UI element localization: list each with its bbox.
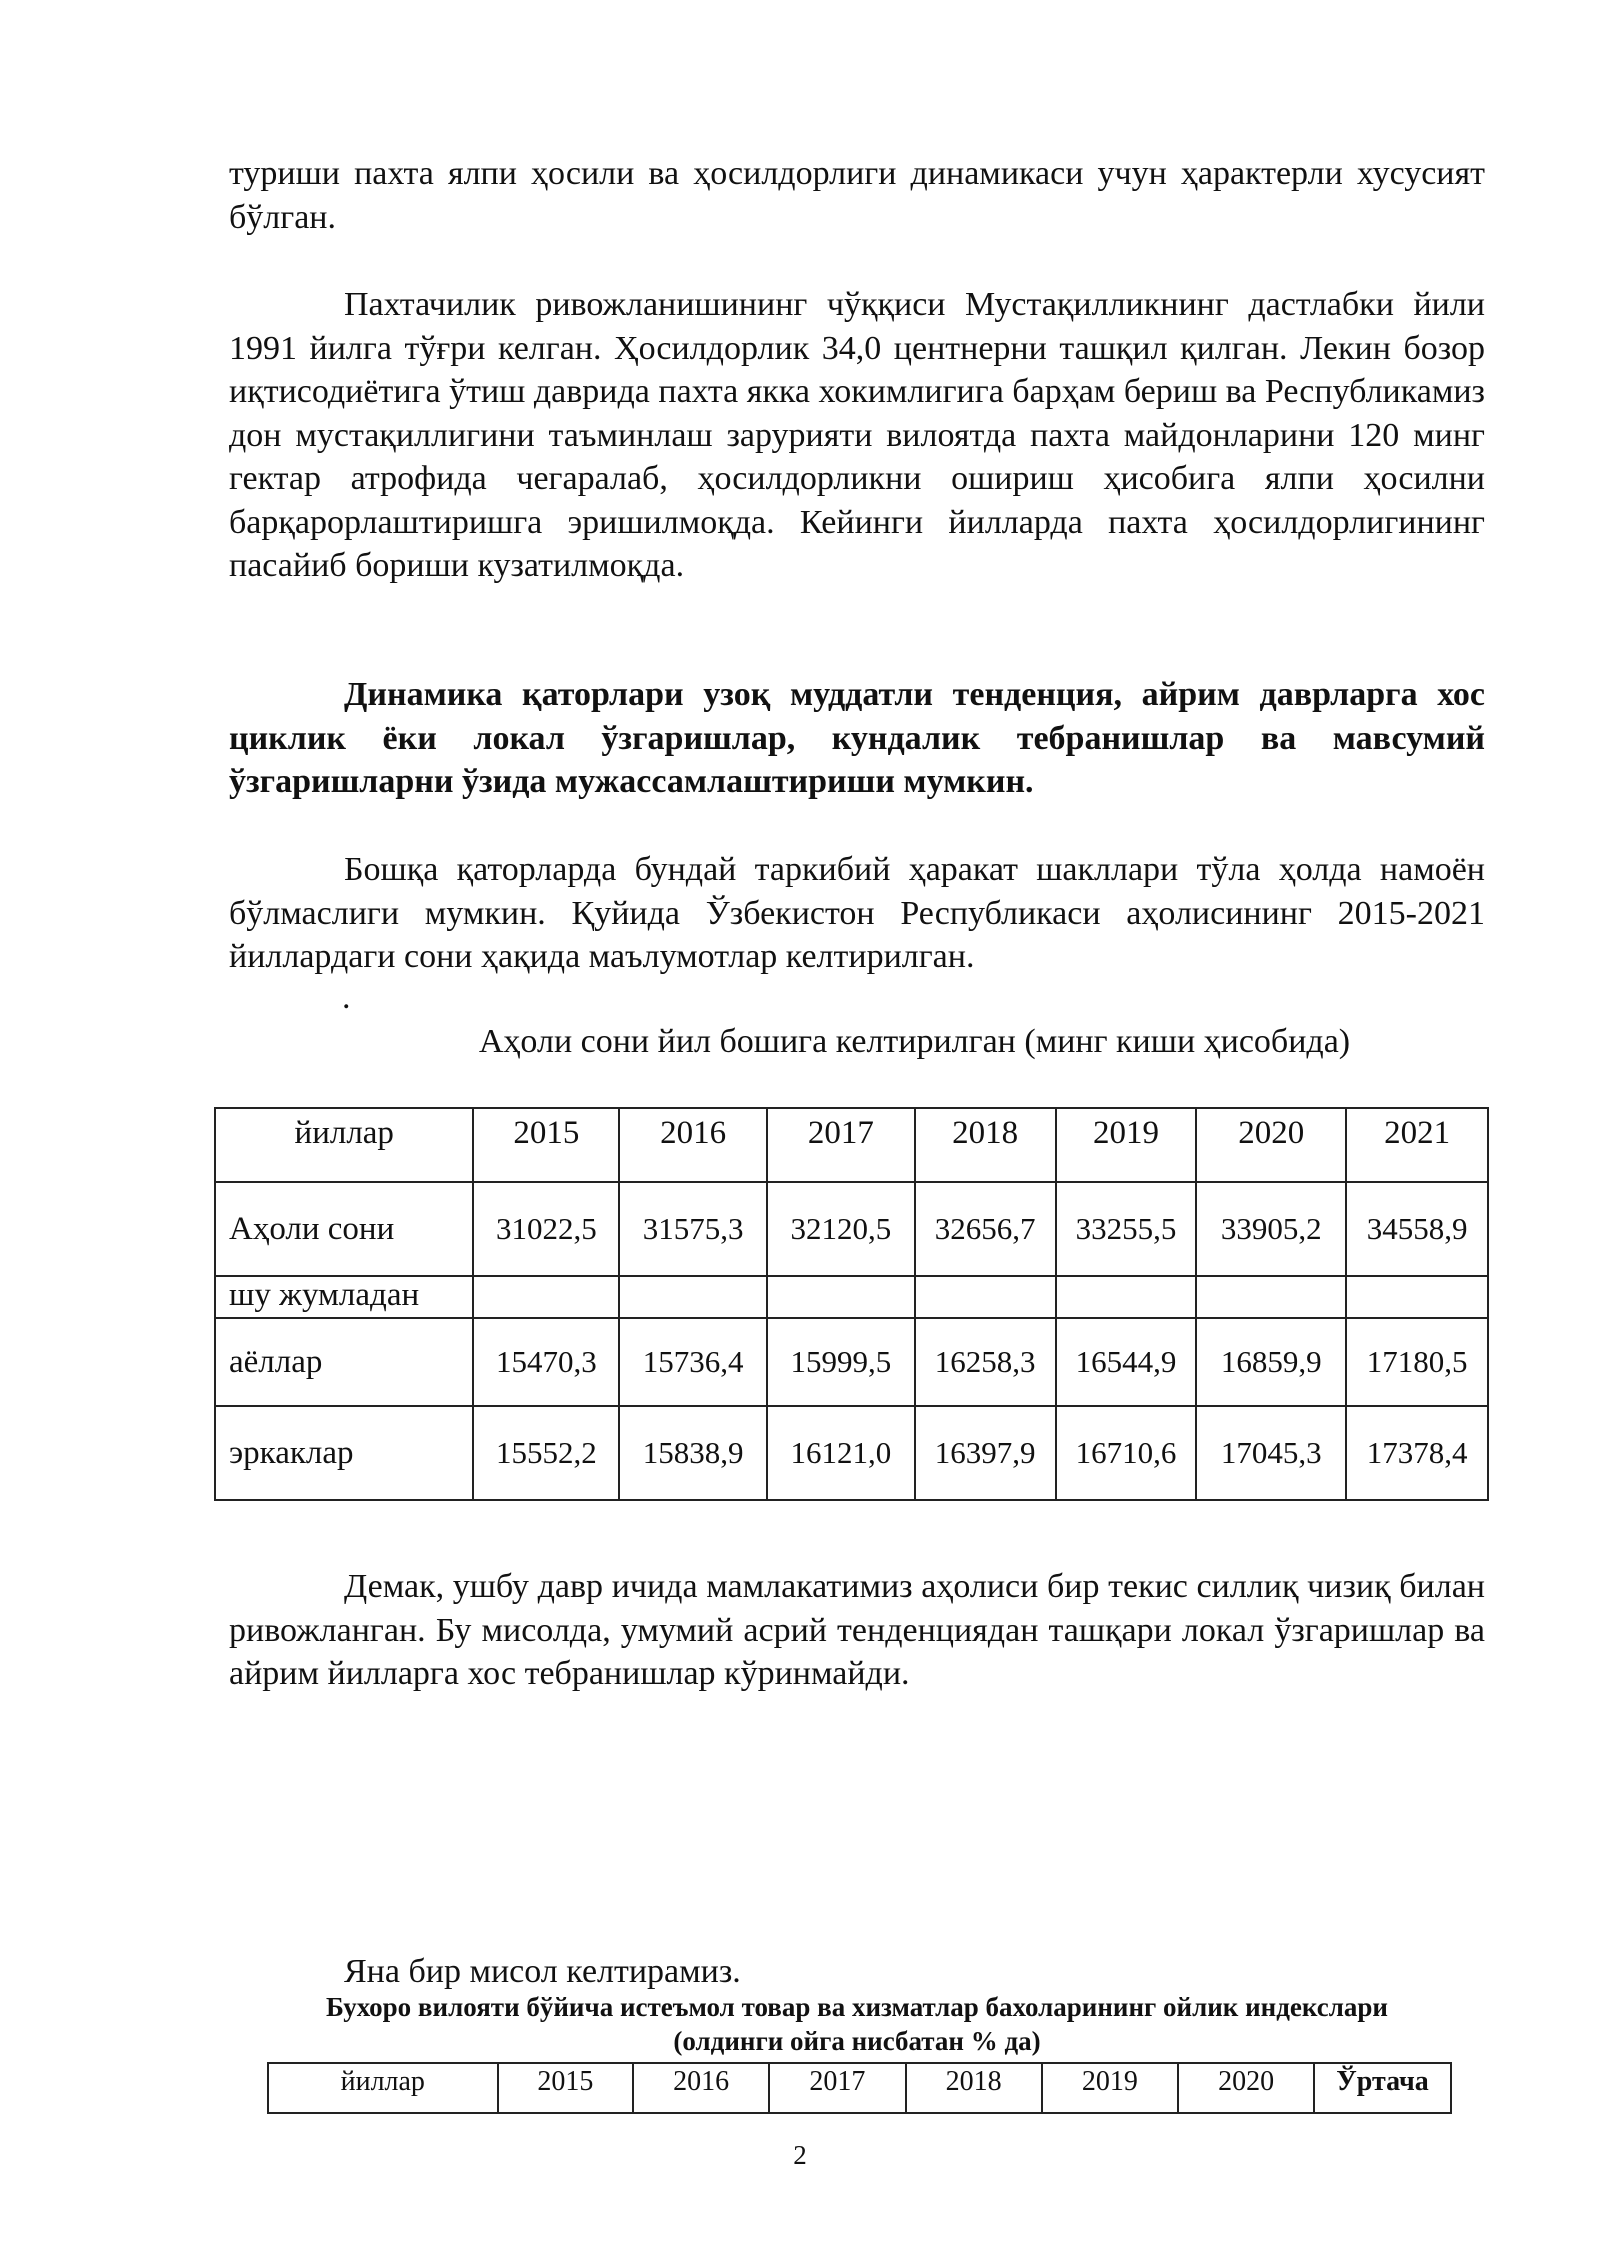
table1-year: 2018 [915,1108,1056,1182]
table-cell: 15552,2 [473,1406,619,1500]
table2-caption-line1: Бухоро вилояти бўйича истеъмол товар ва хизматлар бахоларининг ойлик индекслари [326,1992,1388,2022]
table2-caption [229,1990,1485,2058]
table-cell: 16710,6 [1056,1406,1197,1500]
table2-year: 2015 [498,2063,634,2113]
population-label: Аҳоли сони [215,1182,473,1276]
stray-dot: . [342,979,351,1016]
table-cell: 31575,3 [619,1182,767,1276]
paragraph-3-bold: Динамика қаторлари узоқ муддатли тенденция, айрим даврларга хос циклик ёки локал ўзгаришлар, кундалик тебранишлар ва мавсумий ўзгаришларни ўзида мужассамлаштириши мумкин. [229,676,1485,800]
table-cell: 32656,7 [915,1182,1056,1276]
table1-year: 2017 [767,1108,915,1182]
empty-cell [473,1276,619,1318]
table1-year: 2021 [1346,1108,1488,1182]
table2-year: 2017 [769,2063,906,2113]
table1-year: 2020 [1196,1108,1346,1182]
paragraph-1: туриши пахта ялпи ҳосили ва ҳосилдорлиги динамикаси учун ҳарактерли хусусият бўлган. [229,155,1485,236]
table2-caption-line2: (олдинги ойга нисбатан % да) [673,2026,1041,2056]
table-cell: 16258,3 [915,1318,1056,1406]
empty-cell [1056,1276,1197,1318]
table-cell: 34558,9 [1346,1182,1488,1276]
table2-year: 2018 [906,2063,1042,2113]
table-cell: 16397,9 [915,1406,1056,1500]
table-cell: 31022,5 [473,1182,619,1276]
table-cell: 16544,9 [1056,1318,1197,1406]
table1-caption: Аҳоли сони йил бошига келтирилган (минг киши ҳисобида) [478,1023,1351,1060]
table-cell: 33905,2 [1196,1182,1346,1276]
empty-cell [915,1276,1056,1318]
table-cell: 17180,5 [1346,1318,1488,1406]
table1-year: 2019 [1056,1108,1197,1182]
table-cell: 15999,5 [767,1318,915,1406]
table1-male-row [215,1406,1488,1500]
paragraph-6: Яна бир мисол келтирамиз. [344,1953,741,1990]
table1-subheader-row [215,1276,1488,1318]
table2-average-label: Ўртача [1314,2063,1451,2113]
table-cell: 16121,0 [767,1406,915,1500]
table-cell: 15736,4 [619,1318,767,1406]
population-table [214,1107,1489,1501]
paragraph-4: Бошқа қаторларда бундай таркибий ҳаракат шакллари тўла ҳолда намоён бўлмаслиги мумкин. Қуйида Ўзбекистон Республикаси аҳолисининг 2015-2021 йиллардаги сони ҳақида маълумотлар келтирилган. [229,851,1485,975]
table2-year: 2019 [1042,2063,1179,2113]
empty-cell [767,1276,915,1318]
table-cell: 33255,5 [1056,1182,1197,1276]
table1-year: 2015 [473,1108,619,1182]
table1-population-row [215,1182,1488,1276]
table2-header-label: йиллар [268,2063,498,2113]
table1-header-label: йиллар [215,1108,473,1182]
empty-cell [1196,1276,1346,1318]
paragraph-2: Пахтачилик ривожланишининг чўққиси Мустақилликнинг дастлабки йили 1991 йилга тўғри келган. Ҳосилдорлик 34,0 центнерни ташқил қилган. Лекин бозор иқтисодиётига ўтиш даврида пахта якка хокимлигига барҳам бериш ва Республикамиз дон мустақиллигини таъминлаш зарурияти вилоятда пахта майдонларини 120 минг гектар атрофида чегаралаб, ҳосилдорликни ошириш ҳисобига ялпи ҳосилни барқарорлаштиришга эришилмоқда. Кейинги йилларда пахта ҳосилдорлигининг пасайиб бориши кузатилмоқда. [229,286,1485,584]
female-label: аёллар [215,1318,473,1406]
table-cell: 15838,9 [619,1406,767,1500]
price-index-table [267,2062,1452,2114]
page-number: 2 [793,2140,807,2170]
subheader-label: шу жумладан [215,1276,473,1318]
table2-year: 2020 [1178,2063,1314,2113]
table1-female-row [215,1318,1488,1406]
empty-cell [1346,1276,1488,1318]
table-cell: 17045,3 [1196,1406,1346,1500]
table2-header-row [268,2063,1451,2113]
male-label: эркаклар [215,1406,473,1500]
table1-header-row [215,1108,1488,1182]
table-cell: 15470,3 [473,1318,619,1406]
table-cell: 32120,5 [767,1182,915,1276]
table-cell: 16859,9 [1196,1318,1346,1406]
empty-cell [619,1276,767,1318]
paragraph-5: Демак, ушбу давр ичида мамлакатимиз аҳолиси бир текис силлиқ чизиқ билан ривожланган. Бу мисолда, умумий асрий тенденциядан ташқари локал ўзгаришлар ва айрим йилларга хос тебранишлар кўринмайди. [229,1568,1485,1692]
table-cell: 17378,4 [1346,1406,1488,1500]
table2-year: 2016 [633,2063,769,2113]
table1-year: 2016 [619,1108,767,1182]
